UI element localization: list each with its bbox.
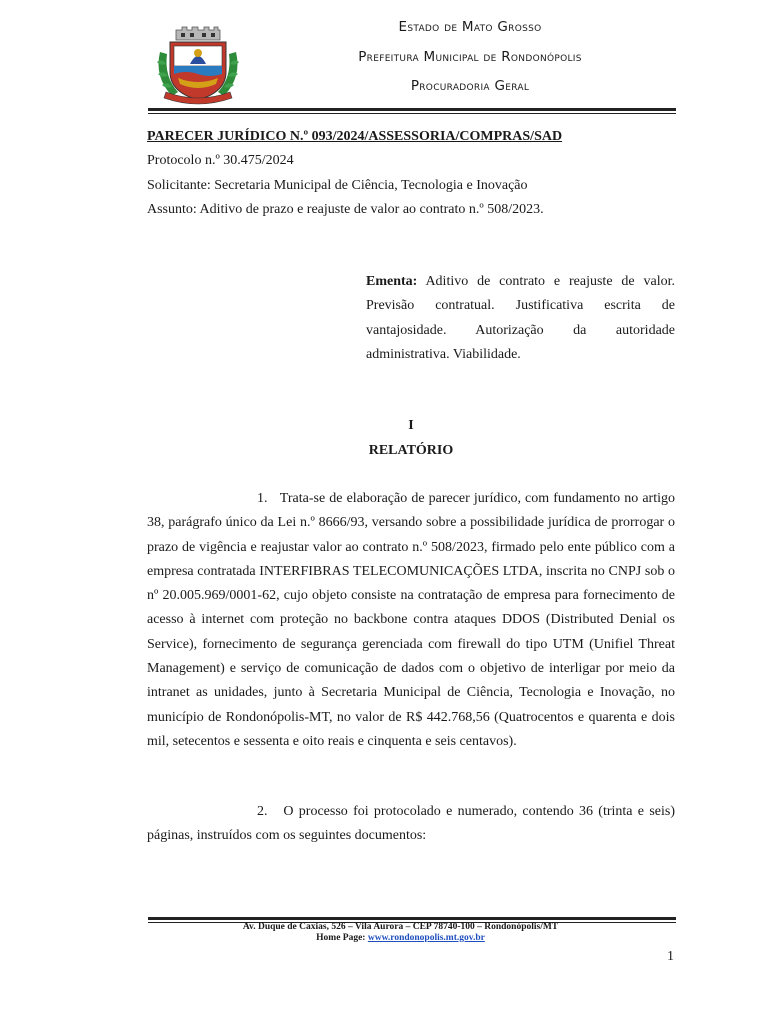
requester: Solicitante: Secretaria Municipal de Ciência, Tecnologia e Inovação [147, 178, 528, 193]
ementa-block [366, 270, 675, 367]
footer-divider-thick [148, 917, 676, 920]
header-city-hall: Prefeitura Municipal de Rondonópolis [358, 49, 582, 65]
homepage-label: Home Page: [316, 933, 366, 943]
header-divider-thick [148, 108, 676, 111]
header-divider-thin [148, 113, 676, 114]
section-number: I [408, 418, 414, 433]
footer-address: Av. Duque de Caxias, 526 – Vila Aurora – CEP 78740-100 – Rondonópolis/MT [242, 922, 559, 932]
section-title: RELATÓRIO [368, 443, 454, 458]
ementa-text: Aditivo de contrato e reajuste de valor. Previsão contratual. Justificativa escrita de vantajosidade. Autorização da autoridade administrativa. Viabilidade. [366, 274, 675, 362]
protocol-number: Protocolo n.º 30.475/2024 [147, 153, 294, 168]
subject: Assunto: Aditivo de prazo e reajuste de valor ao contrato n.º 508/2023. [147, 202, 544, 217]
footer-homepage [148, 933, 653, 944]
paragraph-2: 2. O processo foi protocolado e numerado, contendo 36 (trinta e seis) páginas, instruídos com os seguintes documentos: [147, 804, 675, 844]
document-title: PARECER JURÍDICO N.º 093/2024/ASSESSORIA/COMPRAS/SAD [147, 129, 563, 144]
municipal-coat-of-arms-logo [152, 22, 244, 108]
homepage-link[interactable]: www.rondonopolis.mt.gov.br [367, 933, 485, 943]
page-number: 1 [667, 949, 674, 964]
header-department: Procuradoria Geral [410, 78, 530, 94]
ementa-label: Ementa: [366, 274, 418, 289]
paragraph-1: 1. Trata-se de elaboração de parecer jurídico, com fundamento no artigo 38, parágrafo único da Lei n.º 8666/93, versando sobre a possibilidade jurídica de prorrogar o prazo de vigência e reajustar valor ao contrato n.º 508/2023, firmado pelo ente público com a empresa contratada INTERFIBRAS TELECOMUNICAÇÕES LTDA, inscrita no CNPJ sob o nº 20.005.969/0001-62, cujo objeto consiste na contratação de empresa para fornecimento de acesso à internet com proteção no backbone contra ataques DDOS (Distributed Denial os Service), fornecimento de segurança gerenciada com firewall do tipo UTM (Unifiel Threat Management) e serviço de comunicação de dados com o objetivo de interligar por meio da intranet as unidades, junto à Secretaria Municipal de Ciência, Tecnologia e Inovação, no município de Rondonópolis-MT, no valor de R$ 442.768,56 (Quatrocentos e quarenta e dois mil, setecentos e sessenta e oito reais e cinquenta e seis centavos). [147, 491, 675, 749]
header-state-name: Estado de Mato Grosso [398, 19, 542, 35]
